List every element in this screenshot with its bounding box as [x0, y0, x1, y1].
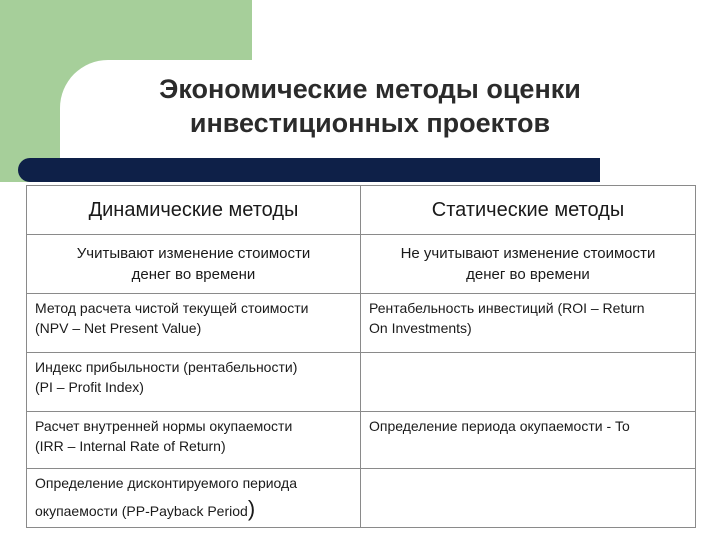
closing-parenthesis: ) [247, 496, 256, 521]
title-line-1: Экономические методы оценки [159, 74, 581, 104]
cell-dynamic-pi [27, 353, 361, 412]
desc-static [361, 235, 696, 294]
cell-line: окупаемости (PP-Payback Period [35, 503, 248, 519]
table-description-row [27, 235, 696, 294]
table-row [27, 294, 696, 353]
header-static-methods: Статические методы [361, 186, 696, 235]
cell-static-roi [361, 294, 696, 353]
table-row [27, 412, 696, 469]
cell-static-empty [361, 469, 696, 528]
cell-line: (PI – Profit Index) [35, 379, 144, 395]
cell-line: Определение периода окупаемости - To [369, 418, 630, 434]
header-dynamic-methods: Динамические методы [27, 186, 361, 235]
title-line-2: инвестиционных проектов [189, 108, 551, 138]
cell-line: On Investments) [369, 320, 472, 336]
cell-line-with-paren [35, 496, 352, 521]
cell-line: (IRR – Internal Rate of Return) [35, 438, 226, 454]
cell-dynamic-npv [27, 294, 361, 353]
navy-divider-bar [18, 158, 600, 182]
table-header-row [27, 186, 696, 235]
desc-dynamic-line-1: Учитывают изменение стоимости [76, 245, 311, 262]
table-row [27, 353, 696, 412]
cell-dynamic-irr [27, 412, 361, 469]
methods-table [26, 185, 696, 528]
desc-dynamic-line-2: денег во времени [131, 266, 256, 283]
table-row [27, 469, 696, 528]
cell-static-to [361, 412, 696, 469]
cell-dynamic-pp [27, 469, 361, 528]
cell-line: Определение дисконтируемого периода [35, 475, 297, 491]
cell-line: Рентабельность инвестиций (ROI – Return [369, 300, 645, 316]
desc-static-line-2: денег во времени [466, 266, 590, 283]
desc-dynamic [27, 235, 361, 294]
cell-line: Метод расчета чистой текущей стоимости [35, 300, 309, 316]
cell-line: Расчет внутренней нормы окупаемости [35, 418, 293, 434]
desc-static-line-1: Не учитывают изменение стоимости [400, 245, 656, 262]
slide-title [100, 72, 640, 140]
cell-line: Индекс прибыльности (рентабельности) [35, 359, 298, 375]
cell-line: (NPV – Net Present Value) [35, 320, 202, 336]
cell-static-empty [361, 353, 696, 412]
